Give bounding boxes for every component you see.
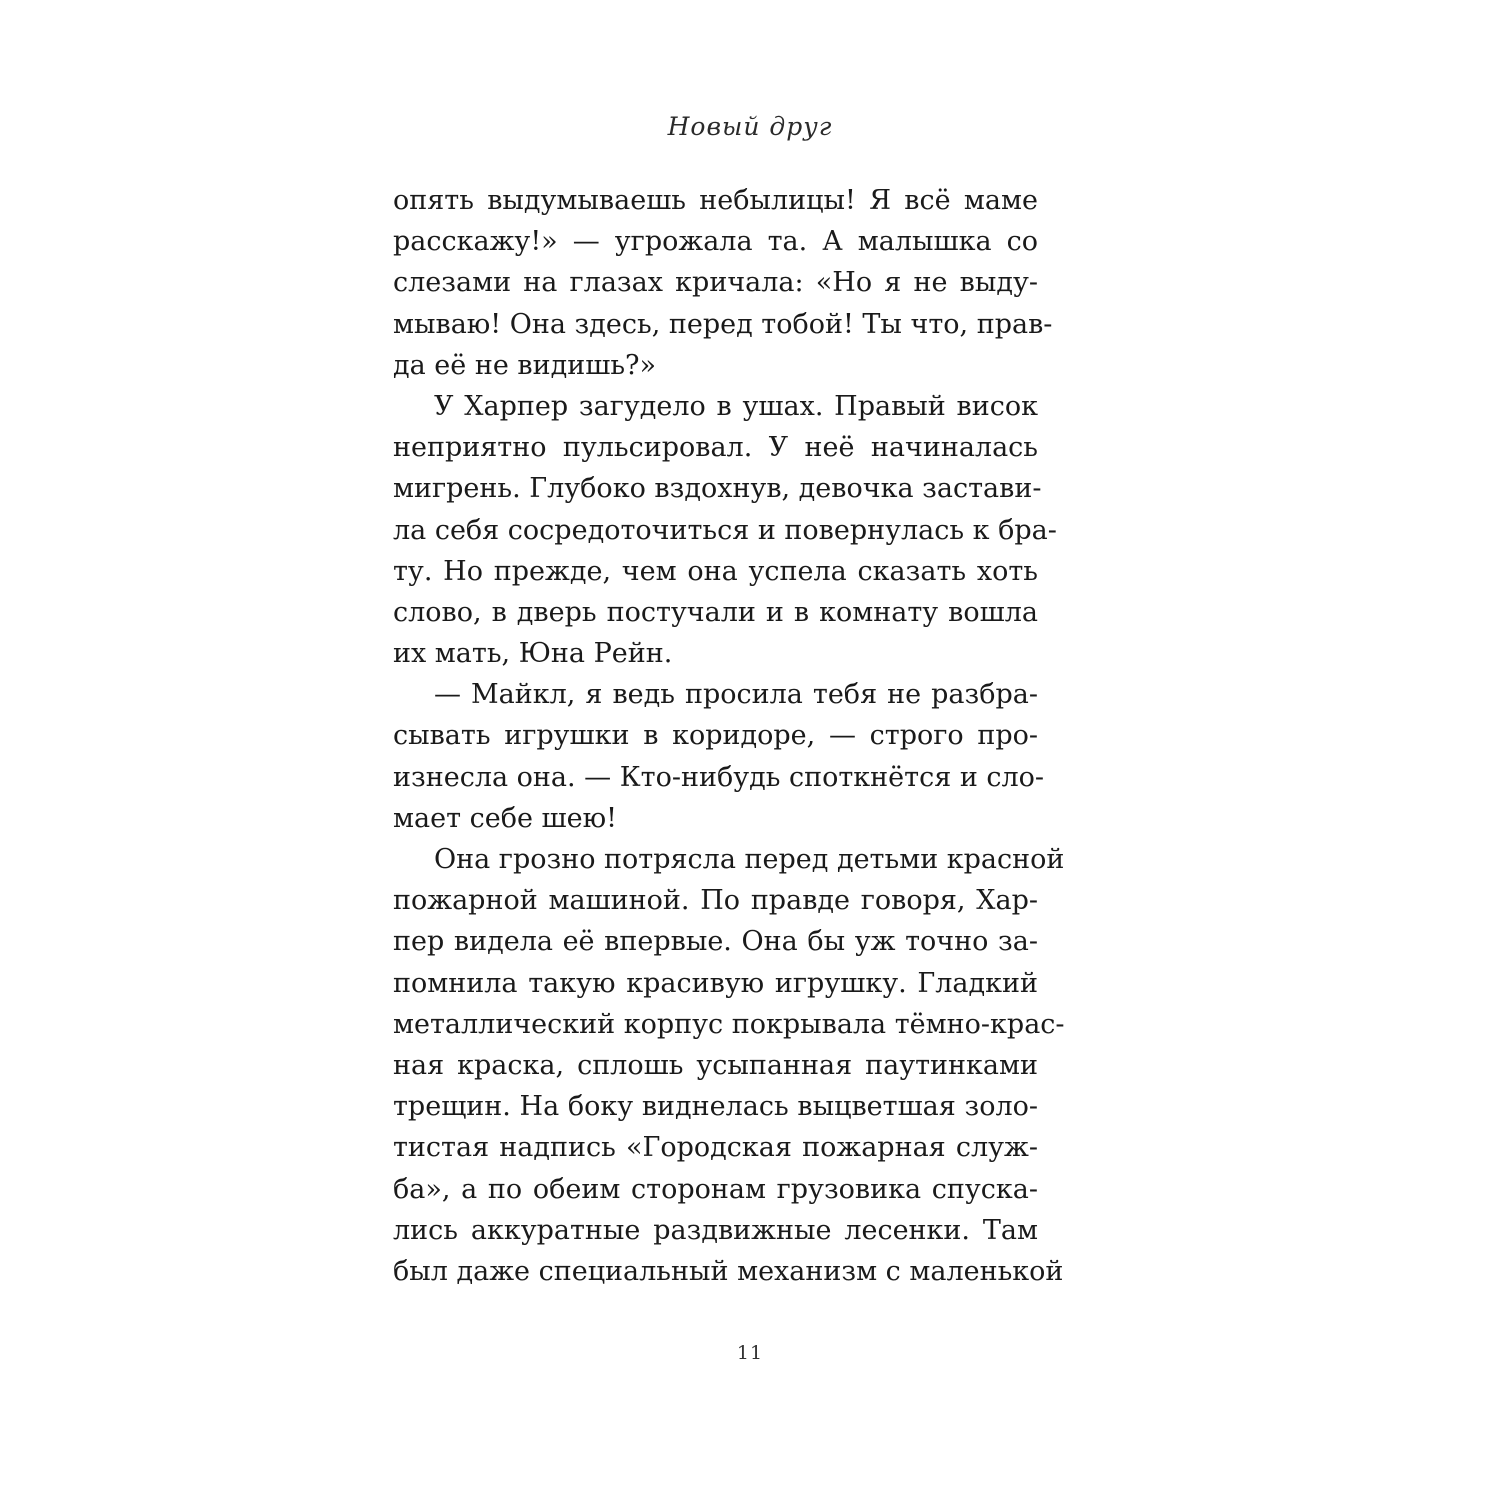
text-line: мигрень. Глубоко вздохнув, девочка застави-: [393, 473, 1042, 505]
text-line: слово, в дверь постучали и в комнату вошла: [393, 596, 1038, 628]
text-line: был даже специальный механизм с маленькой: [393, 1255, 1064, 1287]
text-line: да её не видишь?»: [393, 349, 657, 381]
running-head: Новый друг: [667, 112, 833, 141]
page-number: 11: [736, 1342, 764, 1364]
text-line: ная краска, сплошь усыпанная паутинками: [393, 1049, 1038, 1081]
text-line: лись аккуратные раздвижные лесенки. Там: [393, 1214, 1038, 1246]
text-line: опять выдумываешь небылицы! Я всё маме: [393, 185, 1038, 216]
text-line: ла себя сосредоточиться и повернулась к бра-: [393, 514, 1057, 546]
text-line: расскажу!» — угрожала та. А малышка со: [393, 226, 1038, 258]
body-text: [393, 180, 1065, 1292]
text-line: пожарной машиной. По правде говоря, Хар-: [393, 885, 1038, 917]
text-line: изнесла она. — Кто-нибудь споткнётся и сло-: [393, 761, 1045, 793]
text-line: ту. Но прежде, чем она успела сказать хоть: [393, 555, 1038, 587]
text-line: трещин. На боку виднелась выцветшая золо-: [393, 1091, 1038, 1123]
text-line: помнила такую красивую игрушку. Гладкий: [393, 967, 1038, 999]
text-line: слезами на глазах кричала: «Но я не выду-: [393, 267, 1038, 299]
text-line: пер видела её впервые. Она бы уж точно за-: [393, 926, 1038, 958]
text-line: Она грозно потрясла перед детьми красной: [434, 844, 1065, 875]
text-line: тистая надпись «Городская пожарная служ-: [393, 1132, 1038, 1164]
text-line: металлический корпус покрывала тёмно-крас-: [393, 1008, 1065, 1040]
text-line: неприятно пульсировал. У неё начиналась: [393, 432, 1038, 464]
text-line: ба», а по обеим сторонам грузовика спуска-: [393, 1173, 1038, 1205]
text-line: У Харпер загудело в ушах. Правый висок: [434, 390, 1038, 422]
text-line: — Майкл, я ведь просила тебя не разбра-: [434, 679, 1038, 711]
text-line: сывать игрушки в коридоре, — строго про-: [393, 720, 1038, 752]
text-line: мываю! Она здесь, перед тобой! Ты что, прав-: [393, 308, 1053, 340]
text-line: мает себе шею!: [393, 802, 617, 834]
text-line: их мать, Юна Рейн.: [393, 638, 673, 670]
